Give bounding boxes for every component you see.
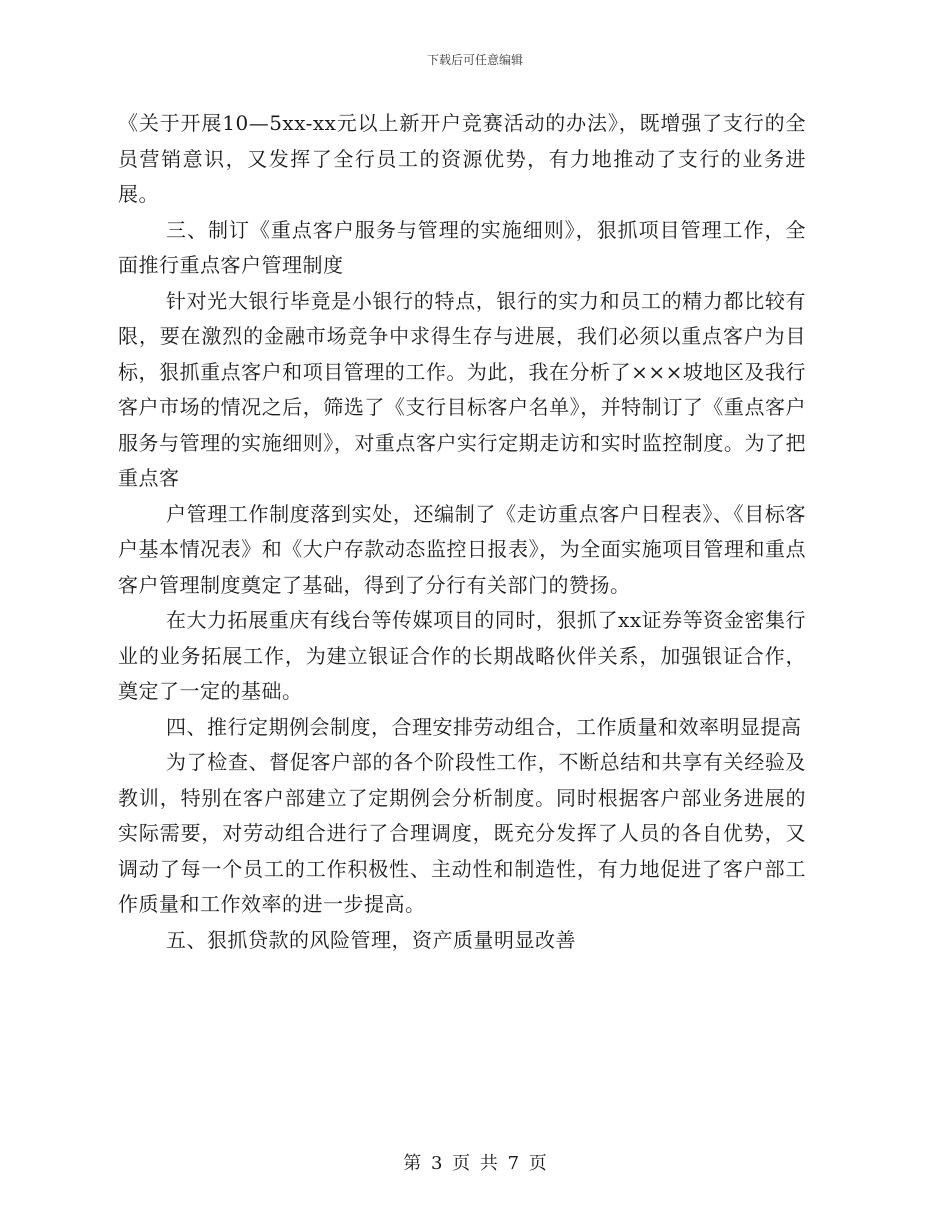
paragraph: 针对光大银行毕竟是小银行的特点，银行的实力和员工的精力都比较有限，要在激烈的金融市场竞争中求得生存与进展，我们必须以重点客户为目标，狠抓重点客户和项目管理的工作。为此，我在分析了×××坡地区及我行客户市场的情况之后，筛选了《支行目标客户名单》，并特制订了《重点客户服务与管理的实施细则》，对重点客户实行定期走访和实时监控制度。为了把重点客 <box>118 288 806 490</box>
paragraph: 在大力拓展重庆有线台等传媒项目的同时，狠抓了xx证券等资金密集行业的业务拓展工作，为建立银证合作的长期战略伙伴关系，加强银证合作，奠定了一定的基础。 <box>118 608 806 703</box>
section-heading: 五、狠抓贷款的风险管理，资产质量明显改善 <box>166 927 576 952</box>
paragraph: 为了检查、督促客户部的各个阶段性工作，不断总结和共享有关经验及教训，特别在客户部建立了定期例会分析制度。同时根据客户部业务进展的实际需要，对劳动组合进行了合理调度，既充分发挥了人员的各自优势，又调动了每一个员工的工作积极性、主动性和制造性，有力地促进了客户部工作质量和工作效率的进一步提高。 <box>118 750 806 916</box>
section-heading: 三、制订《重点客户服务与管理的实施细则》，狠抓项目管理工作，全面推行重点客户管理制度 <box>118 217 806 277</box>
paragraph: 户管理工作制度落到实处，还编制了《走访重点客户日程表》、《目标客户基本情况表》和《大户存款动态监控日报表》，为全面实施项目管理和重点客户管理制度奠定了基础，得到了分行有关部门的赞扬。 <box>118 501 806 597</box>
paragraph: 《关于开展10—5xx-xx元以上新开户竞赛活动的办法》，既增强了支行的全员营销意识，又发挥了全行员工的资源优势，有力地推动了支行的业务进展。 <box>118 111 806 206</box>
document-body <box>118 106 806 958</box>
section-heading: 四、推行定期例会制度，合理安排劳动组合，工作质量和效率明显提高 <box>166 714 802 739</box>
page-header-note: 下载后可任意编辑 <box>426 53 523 67</box>
page-number: 第 3 页 共 7 页 <box>403 1153 547 1174</box>
